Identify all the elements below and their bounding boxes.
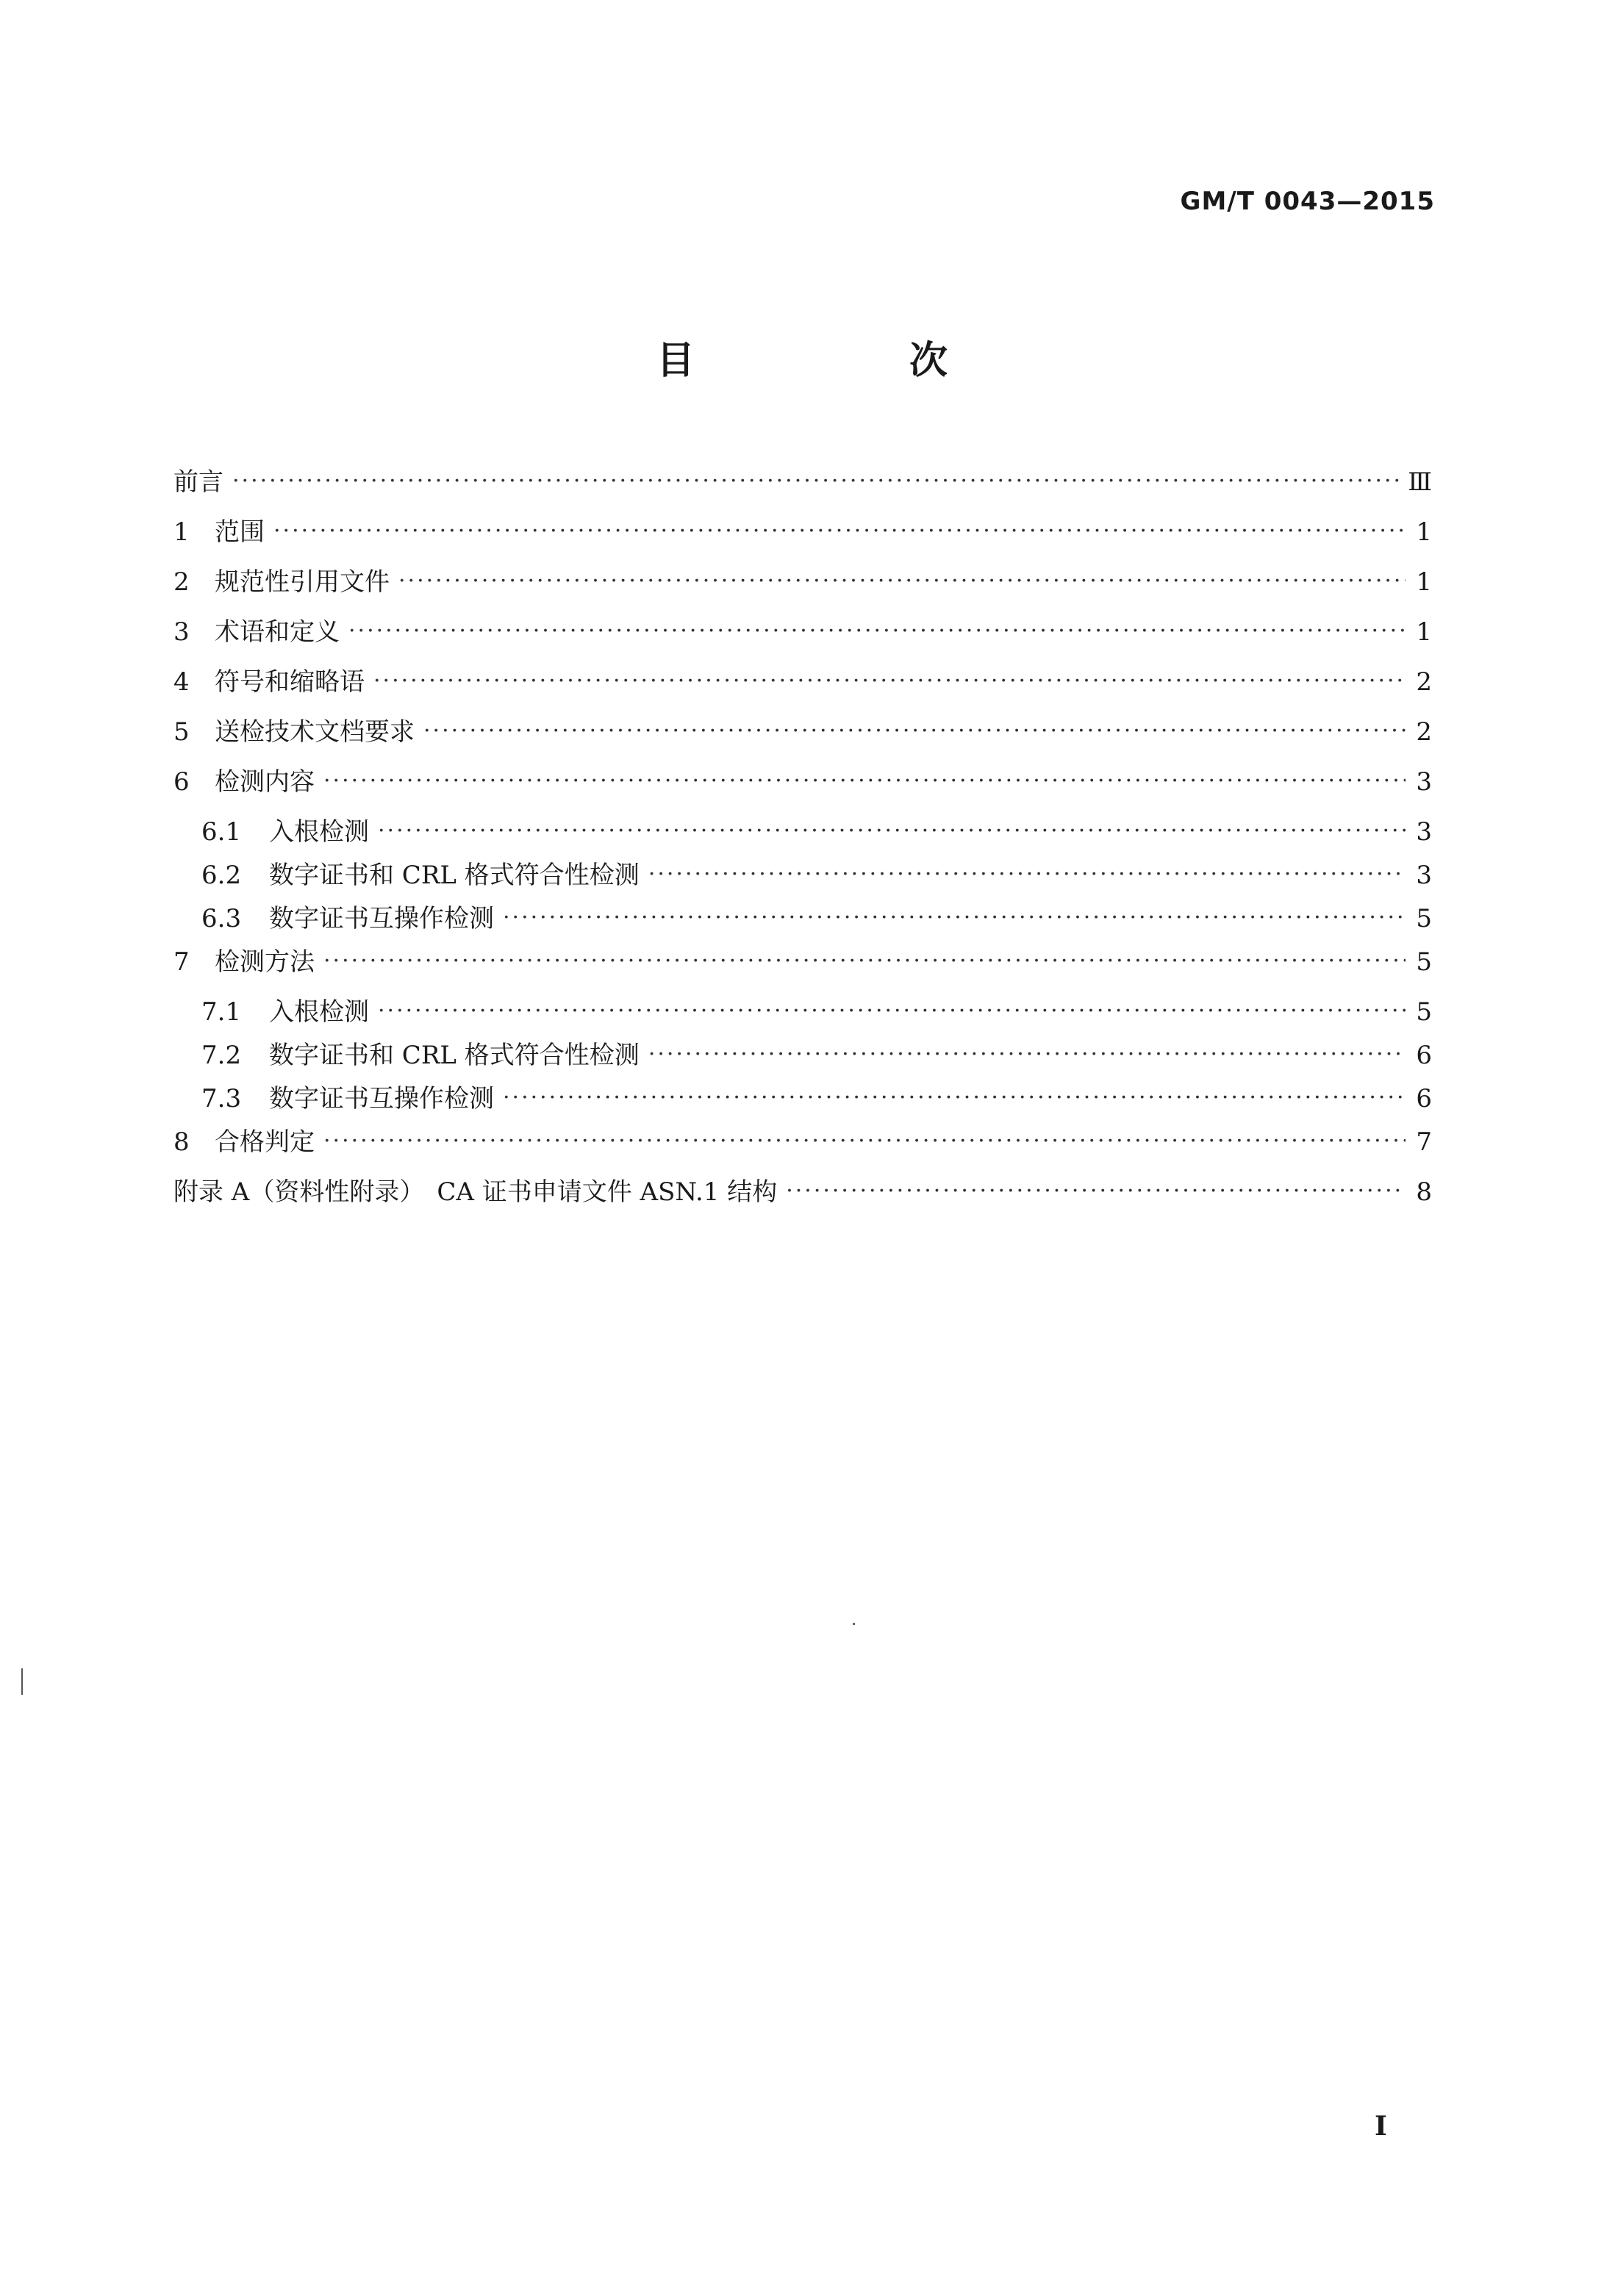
toc-entry-number: 1 [173,517,190,547]
toc-entry[interactable] [173,462,1432,512]
toc-leader-dots [648,1044,1406,1066]
toc-leader-dots [323,1131,1406,1153]
toc-leader-dots [373,671,1406,693]
table-of-contents [173,462,1432,1221]
toc-leader-dots [503,1088,1406,1110]
toc-entry-page: 3 [1416,767,1432,797]
toc-entry-number: 5 [173,717,190,747]
toc-leader-dots [648,864,1406,886]
toc-entry-number: 7.1 [201,997,242,1027]
toc-entry-label [173,562,390,598]
toc-leader-dots [423,721,1406,743]
toc-entry-label [173,1122,315,1158]
toc-entry-number: 3 [173,617,190,647]
scan-artifact-dot [853,1623,855,1625]
toc-entry-text: 合格判定 [215,1127,315,1157]
toc-entry-label [173,855,640,891]
toc-entry-label [173,898,494,934]
toc-entry[interactable] [173,1172,1432,1221]
toc-entry[interactable] [173,991,1432,1035]
toc-entry-page: 5 [1416,947,1432,977]
toc-entry[interactable] [173,611,1432,661]
toc-entry-text: 前言 [173,467,223,497]
toc-entry-label [173,462,223,498]
toc-title: 目 次 [656,339,1036,383]
toc-entry-text: 入根检测 [269,997,369,1027]
toc-entry-number: 2 [173,567,190,597]
toc-entry-text: 检测内容 [215,767,315,797]
toc-entry[interactable] [173,562,1432,611]
toc-leader-dots [503,908,1406,930]
toc-entry[interactable] [173,1078,1432,1122]
toc-entry-label [173,611,340,647]
toc-entry[interactable] [173,711,1432,761]
toc-entry-text: 范围 [215,517,265,547]
toc-entry-label [173,512,265,548]
toc-entry-text: 数字证书和 CRL 格式符合性检测 [269,861,640,890]
toc-entry-label [173,661,365,697]
toc-leader-dots [786,1181,1406,1203]
toc-entry[interactable] [173,1035,1432,1078]
toc-leader-dots [323,951,1406,973]
toc-entry-page: 7 [1416,1127,1432,1157]
toc-entry-page: 5 [1416,997,1432,1027]
toc-entry-number: 7.3 [201,1084,242,1113]
toc-entry-page: Ⅲ [1408,467,1432,497]
toc-leader-dots [273,521,1406,543]
toc-entry-page: 3 [1416,817,1432,847]
toc-entry-text: 附录 A（资料性附录） CA 证书申请文件 ASN.1 结构 [173,1177,778,1207]
toc-entry-page: 1 [1416,517,1432,547]
toc-entry-number: 7 [173,947,190,977]
toc-entry-text: 检测方法 [215,947,315,977]
toc-entry-label [173,1172,777,1208]
toc-entry-number: 6.2 [201,861,242,890]
toc-entry-page: 5 [1416,904,1432,933]
toc-leader-dots [232,471,1399,493]
toc-entry[interactable] [173,661,1432,711]
toc-entry-number: 6.1 [201,817,242,847]
toc-entry-text: 术语和定义 [215,617,340,647]
toc-entry[interactable] [173,941,1432,991]
toc-entry-number: 6.3 [201,904,242,933]
toc-entry-text: 送检技术文档要求 [215,717,415,747]
toc-leader-dots [398,571,1406,593]
scan-artifact-line [21,1668,23,1695]
toc-entry-text: 规范性引用文件 [215,567,390,597]
toc-entry-text: 数字证书和 CRL 格式符合性检测 [269,1041,640,1070]
toc-entry-label [173,941,315,977]
toc-entry-text: 数字证书互操作检测 [269,1084,494,1113]
toc-entry-text: 入根检测 [269,817,369,847]
toc-entry-number: 4 [173,667,190,697]
toc-entry-label [173,1078,494,1114]
toc-entry-number: 8 [173,1127,190,1157]
toc-entry-label [173,811,369,847]
standard-code: GM/T 0043—2015 [1180,187,1435,216]
toc-leader-dots [378,821,1406,843]
toc-entry-page: 6 [1416,1084,1432,1113]
toc-entry-label [173,1035,640,1071]
toc-entry-page: 8 [1416,1177,1432,1207]
toc-entry-number: 6 [173,767,190,797]
toc-entry-label [173,761,315,797]
toc-entry[interactable] [173,1122,1432,1172]
toc-entry[interactable] [173,811,1432,855]
toc-entry[interactable] [173,898,1432,941]
toc-entry-page: 1 [1416,567,1432,597]
toc-leader-dots [348,621,1406,643]
toc-entry-text: 数字证书互操作检测 [269,904,494,933]
toc-entry[interactable] [173,512,1432,562]
page-number: I [1375,2111,1387,2142]
toc-leader-dots [378,1001,1406,1023]
toc-entry-page: 6 [1416,1041,1432,1070]
toc-entry[interactable] [173,761,1432,811]
toc-entry-label [173,991,369,1027]
toc-entry-page: 2 [1416,667,1432,697]
toc-entry-number: 7.2 [201,1041,242,1070]
toc-entry-page: 3 [1416,861,1432,890]
toc-entry-text: 符号和缩略语 [215,667,365,697]
toc-entry-page: 1 [1416,617,1432,647]
toc-entry-label [173,711,415,747]
toc-entry-page: 2 [1416,717,1432,747]
toc-leader-dots [323,771,1406,793]
toc-entry[interactable] [173,855,1432,898]
